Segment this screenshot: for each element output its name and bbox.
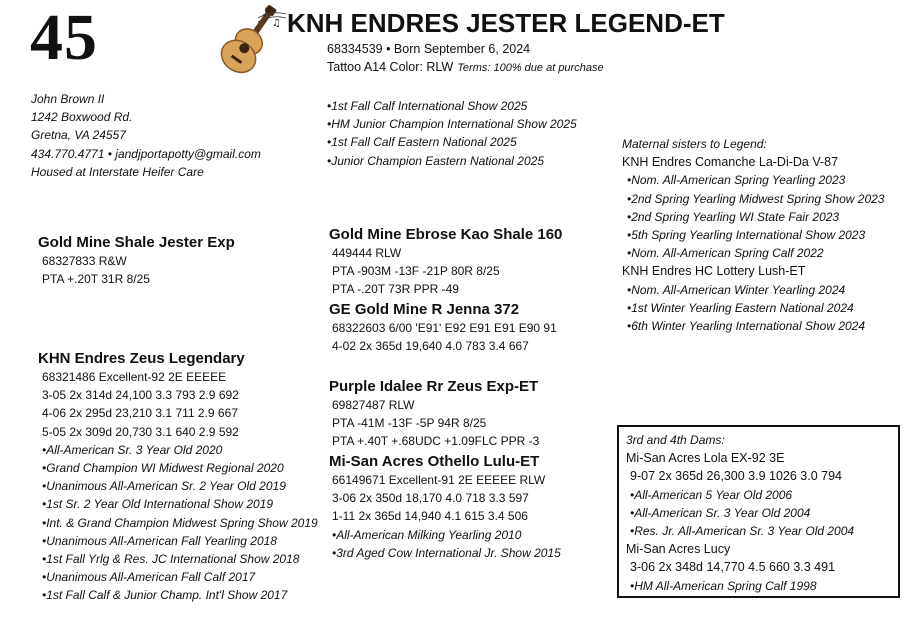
- dam-dam-name: Mi-San Acres Othello Lulu-ET: [329, 453, 540, 470]
- fourth-dam-honor: •HM All-American Spring Calf 1998: [630, 578, 817, 593]
- animal-name: KNH ENDRES JESTER LEGEND-ET: [287, 8, 725, 38]
- dam-sire-name: Purple Idalee Rr Zeus Exp-ET: [329, 378, 539, 395]
- sire-sire-block: [329, 225, 562, 299]
- consignor-contact: 434.770.4771 • jandjportapotty@gmail.com: [31, 146, 261, 161]
- dam-honor: •Unanimous All-American Fall Calf 2017: [42, 570, 256, 585]
- dams-box-heading: 3rd and 4th Dams:: [626, 433, 725, 447]
- svg-text:♪: ♪: [262, 5, 270, 19]
- third-dam-record: 9-07 2x 365d 26,300 3.9 1026 3.0 794: [630, 469, 842, 484]
- dam-record: 4-06 2x 295d 23,210 3.1 711 2.9 667: [42, 406, 238, 421]
- fourth-dam-name: Mi-San Acres Lucy: [626, 542, 731, 557]
- dam-dam-honor: •All-American Milking Yearling 2010: [332, 527, 522, 542]
- sister-honor: •5th Spring Yearling International Show 2023: [627, 228, 866, 243]
- sister-name: KNH Endres HC Lottery Lush-ET: [622, 264, 806, 279]
- sister-honor: •1st Winter Yearling Eastern National 2024: [627, 300, 854, 315]
- dam-name: KHN Endres Zeus Legendary: [38, 350, 245, 367]
- dam-dam-record: 1-11 2x 365d 14,940 4.1 615 3.4 506: [332, 509, 528, 524]
- guitar-music-notes-icon: [212, 0, 288, 76]
- dam-record: 5-05 2x 309d 20,730 3.1 640 2.9 592: [42, 424, 239, 439]
- sire-dam-block: [329, 300, 557, 355]
- honor-item: •Junior Champion Eastern National 2025: [327, 153, 544, 168]
- dam-dam-honor: •3rd Aged Cow International Jr. Show 2015: [332, 545, 561, 560]
- sister-honor: •Nom. All-American Spring Calf 2022: [627, 246, 824, 261]
- sister-honor: •2nd Spring Yearling Midwest Spring Show 2023: [627, 191, 885, 206]
- sire-sire-name: Gold Mine Ebrose Kao Shale 160: [329, 226, 563, 243]
- third-dam-name: Mi-San Acres Lola EX-92 3E: [626, 451, 785, 466]
- third-dam-honor: •Res. Jr. All-American Sr. 3 Year Old 2004: [630, 524, 855, 539]
- tattoo-color: Tattoo A14 Color: RLW: [327, 60, 454, 74]
- maternal-sisters: [622, 135, 884, 335]
- dam-sire-pta2: PTA +.40T +.68UDC +1.09FLC PPR -3: [332, 434, 540, 449]
- dam-reg: 68321486 Excellent-92 2E EEEEE: [42, 370, 227, 384]
- dam-sire-reg: 69827487 RLW: [332, 398, 415, 412]
- dam-honor: •Int. & Grand Champion Midwest Spring Show 2019: [42, 515, 318, 530]
- sire-sire-pta2: PTA -.20T 73R PPR -49: [332, 282, 459, 297]
- third-dam-honor: •All-American 5 Year Old 2006: [630, 487, 793, 502]
- animal-info: [327, 40, 604, 77]
- sister-honor: •Nom. All-American Spring Yearling 2023: [627, 173, 846, 188]
- sire-pta: PTA +.20T 31R 8/25: [42, 272, 150, 287]
- dam-honor: •Grand Champion WI Midwest Regional 2020: [42, 461, 284, 476]
- sire-reg: 68327833 R&W: [42, 254, 127, 268]
- consignor-city: Gretna, VA 24557: [31, 128, 126, 143]
- dam-dam-block: [329, 452, 561, 562]
- sister-honor: •2nd Spring Yearling WI State Fair 2023: [627, 209, 840, 224]
- honor-item: •HM Junior Champion International Show 2025: [327, 117, 577, 132]
- dam-honor: •1st Fall Yrlg & Res. JC International Show 2018: [42, 552, 300, 567]
- sister-honor: •Nom. All-American Winter Yearling 2024: [627, 282, 846, 297]
- fourth-dam-record: 3-06 2x 348d 14,770 4.5 660 3.3 491: [630, 560, 836, 575]
- dam-sire-pta1: PTA -41M -13F -5P 94R 8/25: [332, 416, 487, 431]
- sire-dam-record: 4-02 2x 365d 19,640 4.0 783 3.4 667: [332, 339, 529, 354]
- sire-sire-reg: 449444 RLW: [332, 246, 402, 260]
- sire-dam-name: GE Gold Mine R Jenna 372: [329, 301, 520, 318]
- terms: Terms: 100% due at purchase: [457, 62, 604, 74]
- sister-honor: •6th Winter Yearling International Show 2024: [627, 319, 866, 334]
- sire-name: Gold Mine Shale Jester Exp: [38, 234, 235, 251]
- sister-name: KNH Endres Comanche La-Di-Da V-87: [622, 155, 839, 170]
- dam-block: [38, 349, 318, 605]
- tattoo-line: [327, 58, 604, 77]
- animal-honors: [327, 97, 577, 170]
- dam-honor: •All-American Sr. 3 Year Old 2020: [42, 442, 223, 457]
- honor-item: •1st Fall Calf International Show 2025: [327, 99, 528, 113]
- dam-sire-block: [329, 377, 539, 451]
- consignor-name: John Brown II: [31, 92, 105, 106]
- sire-dam-reg: 68322603 6/00 'E91' E92 E91 E91 E90 91: [332, 321, 557, 335]
- consignor-street: 1242 Boxwood Rd.: [31, 110, 133, 125]
- dam-honor: •1st Sr. 2 Year Old International Show 2019: [42, 497, 274, 512]
- lot-number: 45: [30, 1, 98, 74]
- dam-dam-record: 3-06 2x 350d 18,170 4.0 718 3.3 597: [332, 491, 529, 506]
- dam-dam-reg: 66149671 Excellent-91 2E EEEEE RLW: [332, 473, 546, 487]
- consignor-housed: Housed at Interstate Heifer Care: [31, 164, 204, 179]
- dam-record: 3-05 2x 314d 24,100 3.3 793 2.9 692: [42, 388, 239, 403]
- registration-line: 68334539 • Born September 6, 2024: [327, 42, 531, 56]
- third-fourth-dams-box: [617, 425, 900, 598]
- sire-block: [38, 233, 235, 288]
- sire-sire-pta1: PTA -903M -13F -21P 80R 8/25: [332, 264, 500, 279]
- honor-item: •1st Fall Calf Eastern National 2025: [327, 135, 517, 150]
- maternal-sisters-heading: Maternal sisters to Legend:: [622, 137, 767, 151]
- consignor-block: [31, 90, 261, 181]
- dam-honor: •1st Fall Calf & Junior Champ. Int'l Show 2017: [42, 588, 288, 603]
- third-dam-honor: •All-American Sr. 3 Year Old 2004: [630, 505, 811, 520]
- dam-honor: •Unanimous All-American Fall Yearling 2018: [42, 533, 277, 548]
- svg-text:♫: ♫: [272, 18, 281, 29]
- dam-honor: •Unanimous All-American Sr. 2 Year Old 2019: [42, 479, 286, 494]
